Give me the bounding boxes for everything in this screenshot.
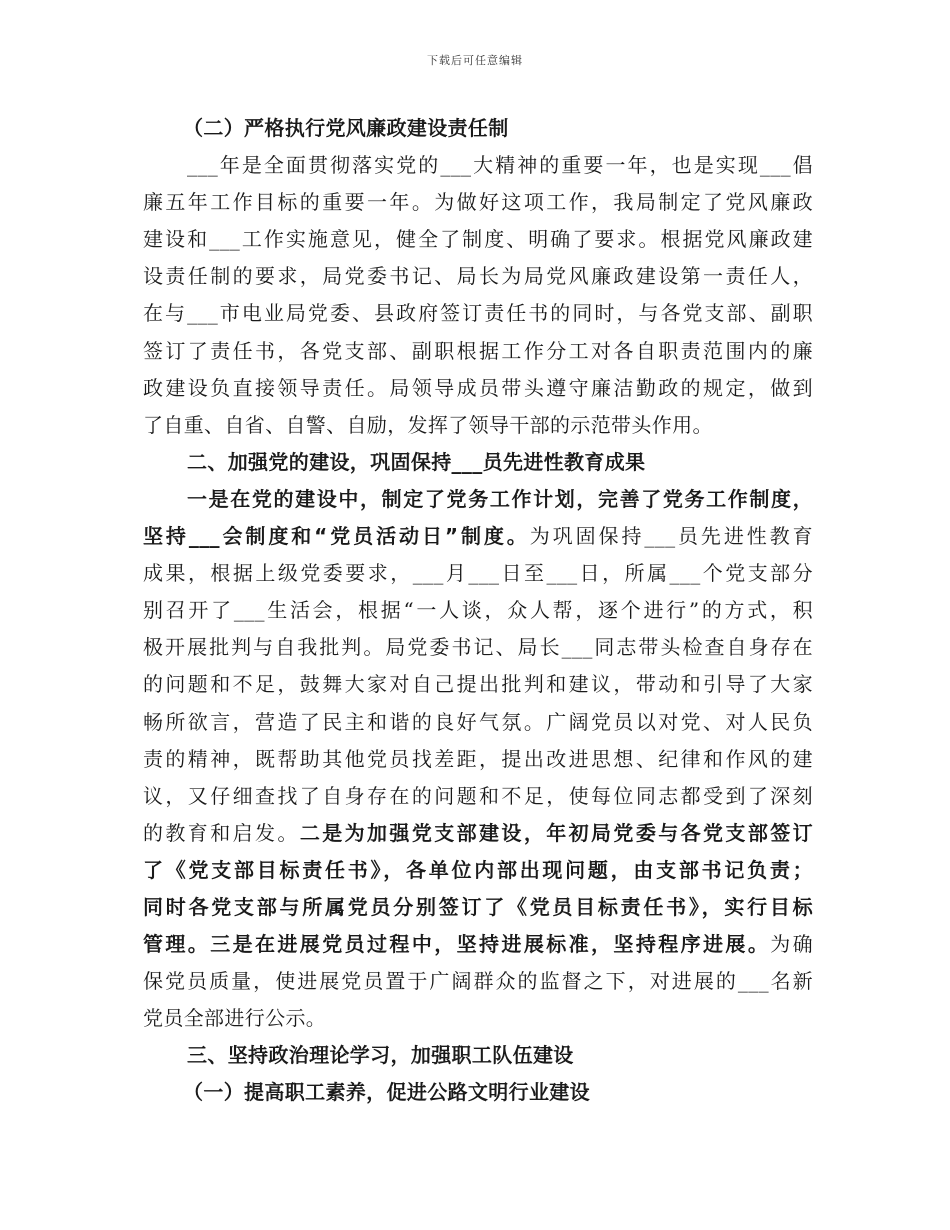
paragraph-line: 党员全部进行公示。 [143,1006,327,1031]
paragraph-line: 成果，根据上级党委要求，___月___日至___日，所属___个党支部分 [143,561,813,586]
paragraph-line-mixed [143,815,813,852]
paragraph-line: 签订了责任书，各党支部、副职根据工作分工对各自职责范围内的廉 [143,338,813,363]
paragraph-line-bold: 同时各党支部与所属党员分别签订了《党员目标责任书》，实行目标 [143,894,813,919]
normal-run: 的教育和启发。 [143,820,300,845]
paragraph-line: 极开展批判与自我批判。局党委书记、局长___同志带头检查自身存在 [143,635,813,660]
paragraph-line: 畅所欲言，营造了民主和谐的良好气氛。广阔党员以对党、对人民负 [143,709,813,734]
paragraph-line: 责的精神，既帮助其他党员找差距，提出改进思想、纪律和作风的建 [143,746,813,771]
section-heading-2: 二、加强党的建设，巩固保持___员先进性教育成果 [187,449,646,474]
section-heading-2-sub: （二）严格执行党风廉政建设责任制 [183,116,509,140]
section-heading-3: 三、坚持政治理论学习，加强职工队伍建设 [187,1043,574,1068]
paragraph-line-bold: 一是在党的建设中，制定了党务工作计划，完善了党务工作制度， [187,486,813,511]
paragraph-line: 的问题和不足，鼓舞大家对自己提出批判和建议，带动和引导了大家 [143,672,813,697]
document-body [143,110,813,1112]
paragraph-line: 政建设负直接领导责任。局领导成员带头遵守廉洁勤政的规定，做到 [143,375,813,400]
bold-run: 二是为加强党支部建设，年初局党委与各党支部签订 [299,820,813,845]
bold-run: 管理。三是在进展党员过程中，坚持进展标准，坚持程序进展。 [143,932,771,957]
paragraph-line: 廉五年工作目标的重要一年。为做好这项工作，我局制定了党风廉政 [143,190,813,215]
normal-run: 为巩固保持___员先进性教育 [529,524,813,549]
paragraph-line-bold: 了《党支部目标责任书》，各单位内部出现问题，由支部书记负责； [143,857,813,882]
paragraph-line-mixed [143,518,813,555]
paragraph-line: 在与___市电业局党委、县政府签订责任书的同时，与各党支部、副职 [143,301,813,326]
normal-run: 为确 [770,932,813,957]
paragraph-line: 建设和___工作实施意见，健全了制度、明确了要求。根据党风廉政建 [143,227,813,252]
paragraph-line: 别召开了___生活会，根据“一人谈，众人帮，逐个进行”的方式，积 [143,598,813,623]
paragraph-line: ___年是全面贯彻落实党的___大精神的重要一年，也是实现___倡 [187,153,813,178]
bold-run: 坚持___会制度和“党员活动日”制度。 [143,524,530,549]
paragraph-line: 保党员质量，使进展党员置于广阔群众的监督之下，对进展的___名新 [143,969,813,994]
paragraph-line: 了自重、自省、自警、自励，发挥了领导干部的示范带头作用。 [143,412,713,437]
paragraph-line-mixed [143,926,813,963]
paragraph-line: 设责任制的要求，局党委书记、局长为局党风廉政建设第一责任人， [143,264,813,289]
paragraph-line: 议，又仔细查找了自身存在的问题和不足，使每位同志都受到了深刻 [143,783,813,808]
page-header-note: 下载后可任意编辑 [427,54,523,67]
section-heading-3-sub: （一）提高职工素养，促进公路文明行业建设 [183,1080,590,1105]
